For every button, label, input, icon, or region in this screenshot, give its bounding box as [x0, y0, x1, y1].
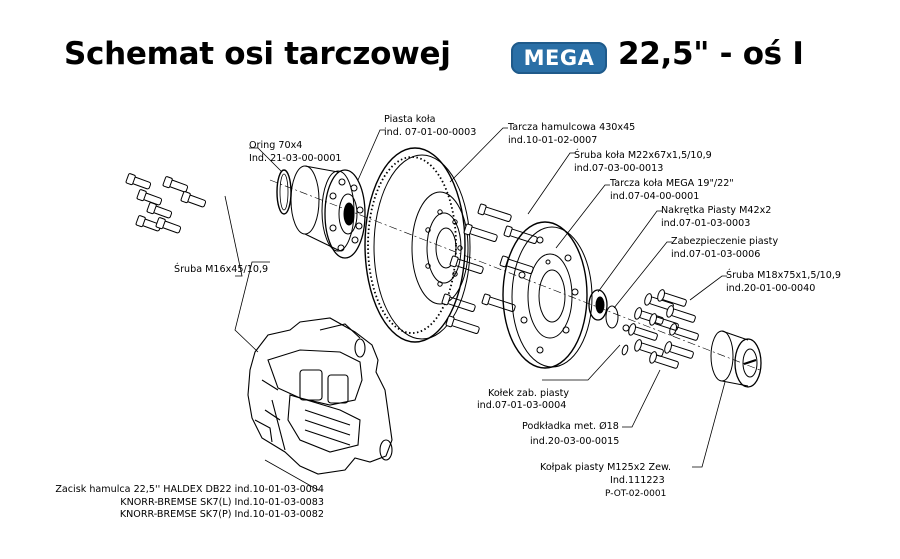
callout-piasta-name: Piasta koła	[384, 114, 436, 125]
callout-zacisk-line2: KNORR-BREMSE SK7(L) Ind.10-01-03-0083	[120, 496, 324, 508]
document-code: P-OT-02-0001	[605, 489, 667, 499]
hub-part	[291, 166, 365, 258]
hub-cap-bolts-group	[621, 289, 700, 371]
callout-zabezpieczenie-code: ind.07-01-03-0006	[671, 248, 761, 260]
wheel-disc-part	[503, 222, 592, 368]
callout-kolpak-code-wrap	[610, 475, 665, 488]
callout-sruba-m18-name: Śruba M18x75x1,5/10,9	[726, 270, 842, 281]
callout-oring-name: Oring 70x4	[249, 140, 303, 151]
callout-kolpak-code: Ind.111223	[610, 475, 665, 486]
callout-kolpak	[540, 462, 671, 475]
callout-nakretka-code: ind.07-01-03-0003	[661, 217, 751, 229]
callout-sruba-kola-name: Śruba koła M22x67x1,5/10,9	[574, 150, 712, 161]
callout-sruba-m18	[726, 270, 841, 295]
callout-zacisk-line3: KNORR-BREMSE SK7(P) Ind.10-01-03-0082	[119, 509, 324, 520]
callout-kolek-code: ind.07-01-03-0004	[477, 400, 567, 411]
callout-podkladka-name: Podkładka met. Ø18	[522, 421, 619, 432]
hub-cap-part	[711, 331, 761, 387]
callout-tarcza-ham-name: Tarcza hamulcowa 430x45	[508, 122, 636, 133]
callout-sruba-m16	[174, 264, 268, 277]
callout-sruba-m16-name: Śruba M16x45/10,9	[174, 264, 269, 275]
callout-tarcza-ham	[508, 122, 635, 147]
mega-logo-badge: MEGA	[511, 42, 607, 74]
callout-sruba-kola-code: ind.07-03-00-0013	[574, 162, 664, 174]
callout-kolek-code-wrap	[477, 400, 566, 413]
oring-part	[277, 170, 291, 214]
callout-podkladka	[522, 421, 619, 434]
callout-zabezpieczenie	[671, 236, 778, 261]
callout-kolek-name: Kołek zab. piasty	[488, 388, 570, 399]
callout-piasta-code: ind. 07-01-00-0003	[384, 126, 477, 138]
page-title: Schemat osi tarczowej	[64, 36, 451, 72]
callout-tarcza-kola	[610, 178, 734, 203]
brake-caliper-part	[248, 318, 392, 474]
callout-zacisk-line1: Zacisk hamulca 22,5'' HALDEX DB22 ind.10-01-03-0004	[55, 484, 324, 495]
callout-tarcza-kola-name: Tarcza koła MEGA 19"/22"	[610, 178, 734, 189]
callout-nakretka-name: Nakrętka Piasty M42x2	[661, 205, 772, 216]
callout-sruba-m18-code: ind.20-01-00-0040	[726, 282, 816, 294]
callout-zacisk	[28, 484, 324, 522]
callout-kolek	[488, 388, 569, 401]
callout-tarcza-kola-code: ind.07-04-00-0001	[610, 190, 700, 202]
callout-nakretka	[661, 205, 771, 230]
callout-oring	[249, 140, 342, 165]
bolts-m16-group	[126, 173, 207, 235]
callout-sruba-kola	[574, 150, 712, 175]
callout-oring-code: Ind. 21-03-00-0001	[249, 152, 342, 164]
callout-zabezpieczenie-name: Zabezpieczenie piasty	[671, 236, 779, 247]
callout-piasta	[384, 114, 476, 139]
axle-size-title: 22,5" - oś I	[618, 36, 804, 72]
callout-podkladka-code: ind.20-03-00-0015	[530, 436, 620, 447]
callout-podkladka-code-wrap	[530, 436, 619, 449]
callout-kolpak-name: Kołpak piasty M125x2 Zew.	[540, 462, 672, 473]
callout-tarcza-ham-code: ind.10-01-02-0007	[508, 134, 598, 146]
hub-nut-part	[589, 290, 629, 331]
